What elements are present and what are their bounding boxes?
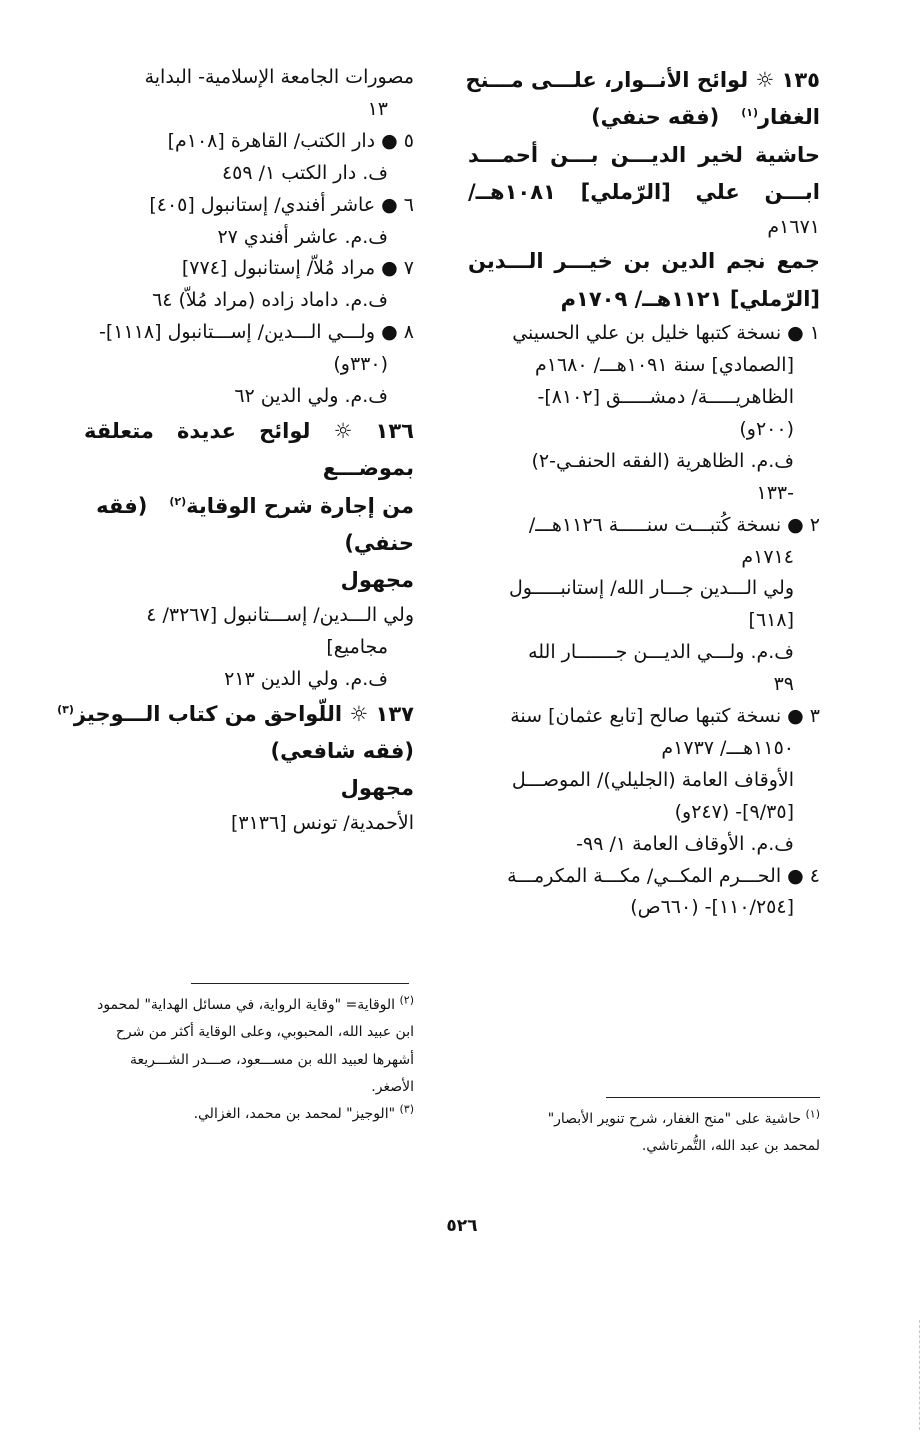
entry-135-title-word: الغفار: [757, 105, 820, 130]
entry-136: [84, 413, 414, 696]
entry-137-author: مجهول: [340, 776, 414, 801]
copy-6-line: ٦ ● عاشر أفندي/ إستانبول [٤٠٥]: [149, 193, 414, 216]
footnote-2-cont: ابن عبيد الله، المحبوبي، وعلى الوقاية أكثر من شرح: [115, 1024, 414, 1041]
entry-136-library-cont: مجاميع]: [326, 635, 388, 658]
copy-4-line: [١١٠/٢٥٤]- (٦٦٠ص): [630, 896, 794, 919]
entry-136-author: مجهول: [340, 568, 414, 593]
footnote-1-text: حاشية على "منح الغفار، شرح تنوير الأبصار": [547, 1111, 802, 1127]
entry-137: [57, 696, 414, 840]
entry-135-author-3: ١٦٧١م: [767, 215, 820, 238]
footnote-3-text: "الوجيز" لمحمد بن محمد، الغزالي.: [193, 1106, 396, 1123]
copy-3-line: ف.م. الأوقاف العامة ١/ ٩٩-: [576, 832, 794, 855]
entry-135: [465, 62, 820, 924]
copy-1-line: الظاهريـــــة/ دمشـــــق [٨١٠٢]-: [537, 385, 794, 408]
footnote-marker-3: (٣): [57, 702, 74, 716]
left-column: [57, 62, 414, 840]
entry-137-library: الأحمدية/ تونس [٣١٣٦]: [230, 811, 414, 834]
entry-136-title: ١٣٦ ☼ لوائح عديدة متعلقة بموضـــع: [84, 418, 414, 481]
copy-7-line: ٧ ● مراد مُلاّ/ إستانبول [٧٧٤]: [181, 257, 414, 280]
copy-3: [468, 701, 820, 861]
copy-5-line: ف. دار الكتب ١/ ٤٥٩: [221, 161, 388, 184]
copy-1-line: -١٣٣: [756, 481, 794, 504]
entry-135-author-2: ابـــن علي [الرّملي] ١٠٨١هــ/: [468, 180, 820, 205]
copy-4-line: ٤ ● الحـــرم المكــي/ مكـــة المكرمـــة: [507, 864, 820, 887]
copy-8-line: ٨ ● ولـــي الـــدين/ إســـتانبول [١١١٨]-: [99, 321, 414, 344]
copy-2-line: ولي الـــدين جـــار الله/ إستانبـــــول: [509, 577, 794, 600]
page-number: ٥٢٦: [446, 1216, 478, 1236]
continuation-line: مصورات الجامعة الإسلامية- البداية: [144, 66, 414, 88]
copy-8-line: (٣٣٠و): [333, 353, 388, 376]
entry-137-title: [57, 696, 414, 733]
entry-137-subject: (فقه شافعي): [270, 738, 414, 763]
footnote-divider-left: [191, 983, 409, 984]
copy-3-line: ١١٥٠هـــ/ ١٧٣٧م: [661, 736, 794, 759]
entry-136-library: ولي الـــدين/ إســـتانبول [٣٢٦٧/ ٤: [146, 603, 414, 626]
entry-136-subject: (فقه: [96, 493, 148, 518]
footnote-3: [80, 1101, 414, 1128]
footnote-marker-2: (٢): [169, 494, 187, 508]
copy-6-line: ف.م. عاشر أفندي ٢٧: [217, 225, 388, 248]
copy-2-line: [٦١٨]: [748, 609, 794, 632]
copy-6: [84, 190, 414, 254]
copy-1-line: ١ ● نسخة كتبها خليل بن علي الحسيني: [512, 322, 820, 345]
right-column: [465, 62, 820, 924]
entry-137-title-words: ١٣٧ ☼ اللّواحق من كتاب الـــوجيز: [73, 701, 414, 726]
copy-1-line: [الصمادي] سنة ١٠٩١هـــ/ ١٦٨٠م: [535, 354, 794, 377]
footnote-2-cont: أشهرها لعبيد الله بن مســـعود، صـــدر الشـــريعة: [130, 1051, 414, 1068]
footnote-3-mark: (٣): [399, 1102, 414, 1116]
footnote-marker-1: (١): [741, 106, 758, 120]
copy-1: [468, 318, 820, 509]
entry-136-film: ف.م. ولي الدين ٢١٣: [224, 667, 388, 690]
entry-136-title-cont: [84, 488, 414, 525]
copy-2: [468, 510, 820, 701]
entry-135-title-cont: [468, 99, 820, 136]
copy-4: [468, 861, 820, 925]
entry-135-collector-1: جمع نجم الدين بن خيـــر الـــدين: [468, 249, 820, 274]
footnote-2-text: الوقاية= "وقاية الرواية، في مسائل الهداية" لمحمود: [97, 997, 396, 1013]
copy-5: [84, 126, 414, 190]
copy-7: [84, 253, 414, 317]
copy-3-line: [٩/٣٥]- (٢٤٧و): [674, 800, 794, 823]
scan-edge-mark: [917, 1320, 920, 1430]
copy-2-line: ٢ ● نسخة كُتبـــت سنـــــة ١١٢٦هـــ/: [528, 513, 820, 536]
continuation-line: ١٣: [367, 97, 388, 120]
footnote-divider-right: [606, 1097, 820, 1098]
copy-2-line: ١٧١٤م: [741, 545, 794, 568]
footnote-area-left: [80, 992, 414, 1128]
entry-136-title-words: من إجارة شرح الوقاية: [186, 493, 414, 518]
copy-5-line: ٥ ● دار الكتب/ القاهرة [١٠٨م]: [167, 129, 414, 152]
copy-3-line: الأوقاف العامة (الجليلي)/ الموصـــل: [511, 768, 794, 791]
copy-7-line: ف.م. داماد زاده (مراد مُلاّ) ٦٤: [152, 289, 388, 312]
footnote-2-mark: (٢): [399, 993, 414, 1007]
entry-135-subject: (فقه حنفي): [591, 105, 720, 130]
copy-8-line: ف.م. ولي الدين ٦٢: [234, 385, 388, 408]
copy-8: [84, 317, 414, 413]
copy-1-line: (٢٠٠و): [739, 417, 794, 440]
entry-135-author-1: حاشية لخير الديـــن بـــن أحمـــد: [468, 142, 820, 167]
entry-135-collector-2: [الرّملي] ١١٢١هــ/ ١٧٠٩م: [560, 286, 820, 311]
footnote-2: [80, 992, 414, 1019]
footnote-1-mark: (١): [805, 1107, 820, 1121]
copy-3-line: ٣ ● نسخة كتبها صالح [تابع عثمان] سنة: [510, 705, 820, 728]
entry-135-title: ١٣٥ ☼ لوائح الأنــوار، علـــى مـــنح: [465, 68, 820, 92]
copy-2-line: ٣٩: [773, 673, 794, 696]
copy-1-line: ف.م. الظاهرية (الفقه الحنفـي-٢): [531, 449, 794, 472]
footnote-2-cont: الأصغر.: [371, 1078, 414, 1095]
footnote-area-right: [460, 1106, 820, 1161]
entry-136-subject-cont: حنفي): [344, 531, 414, 556]
copy-2-line: ف.م. ولـــي الديـــن جـــــــار الله: [528, 641, 794, 664]
footnote-1-cont: لمحمد بن عبد الله، التُّمرتاشي.: [641, 1138, 820, 1155]
footnote-1: [460, 1106, 820, 1133]
